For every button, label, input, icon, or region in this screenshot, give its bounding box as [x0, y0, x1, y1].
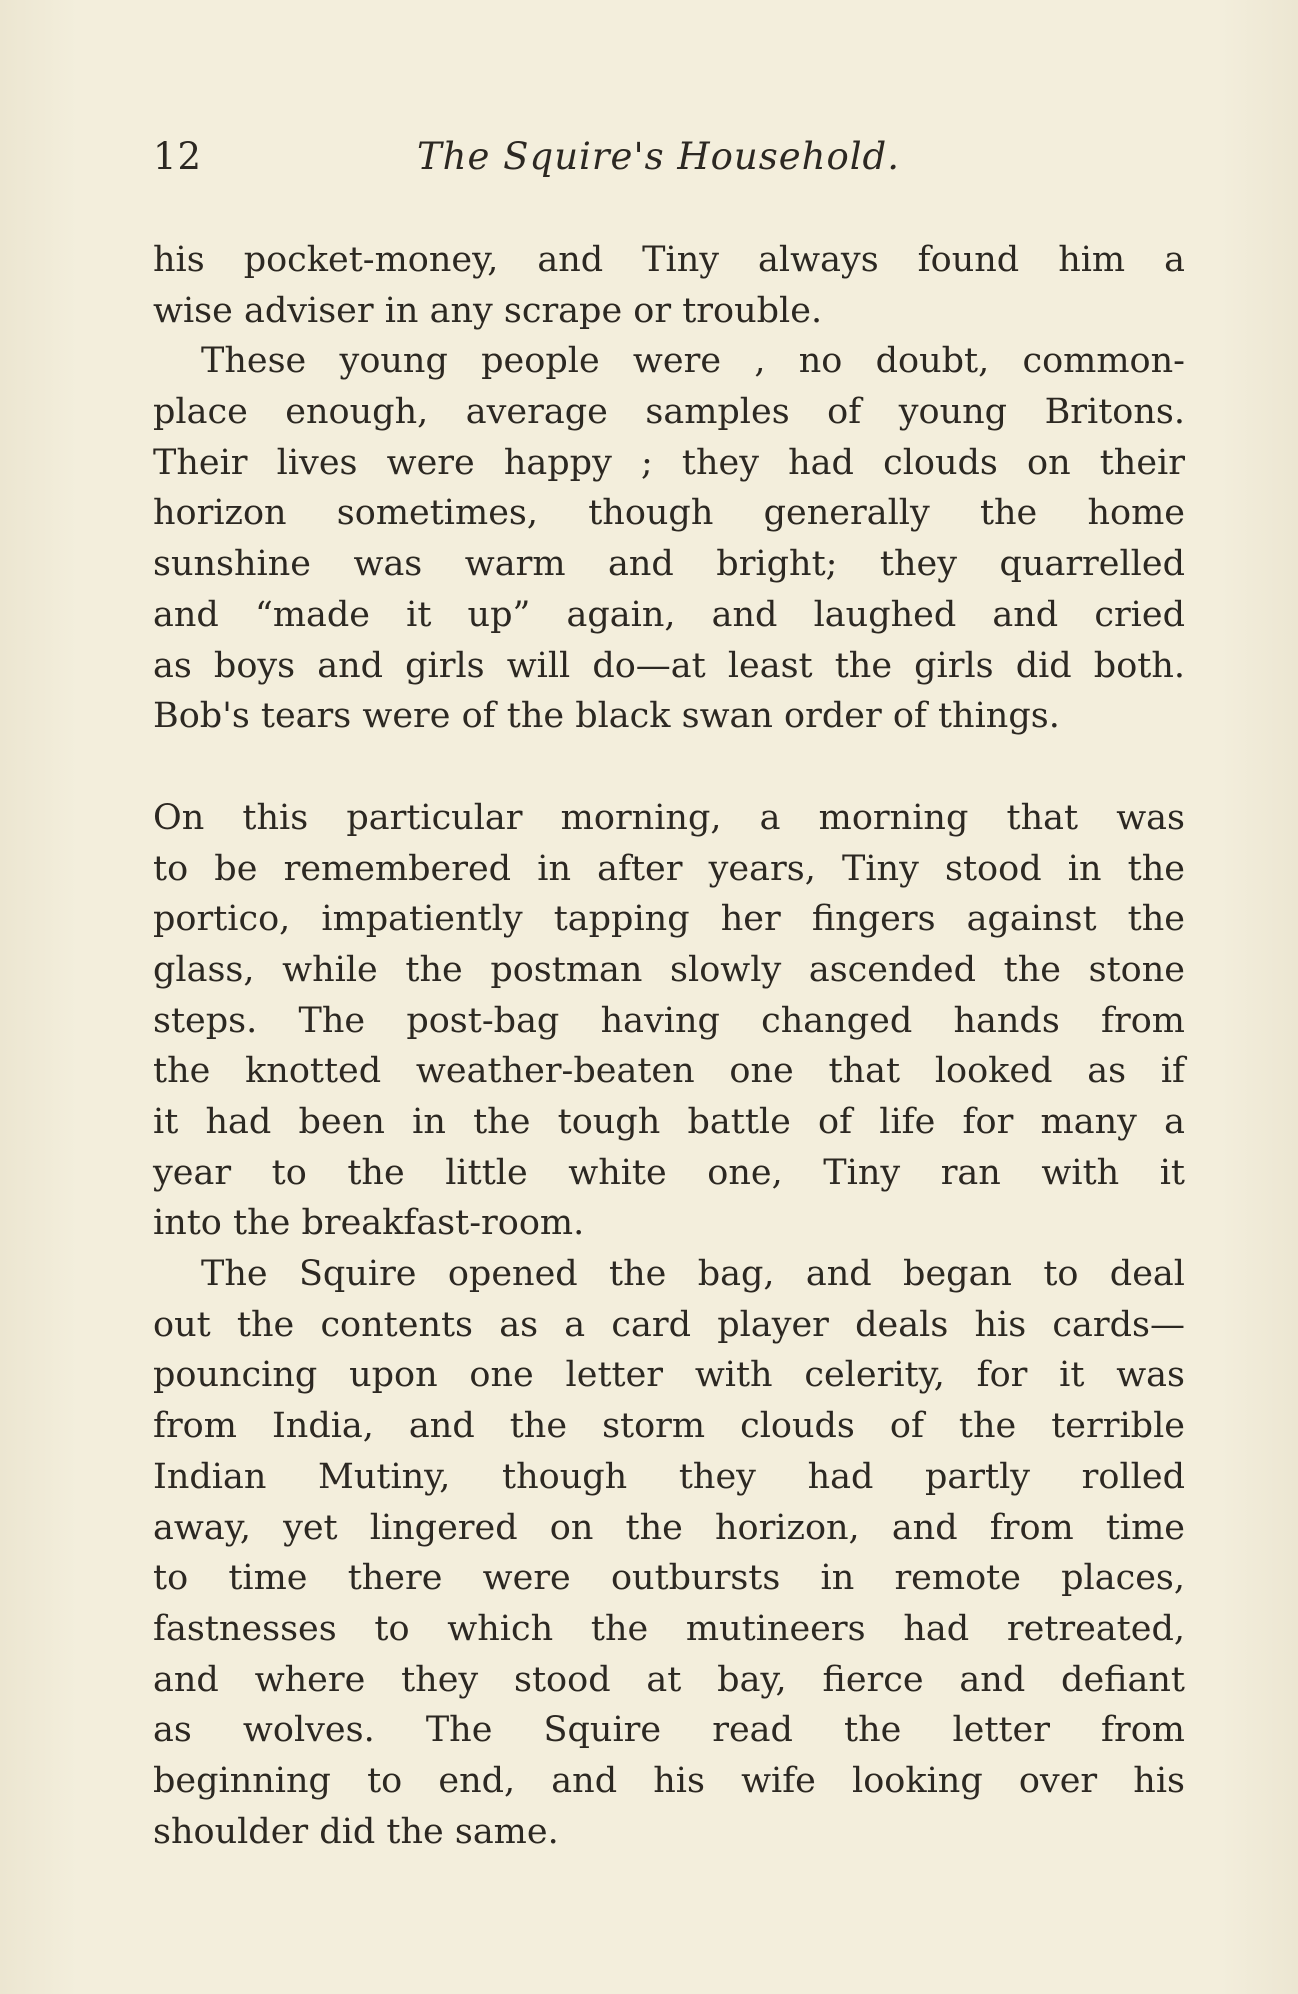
- text-line: Their lives were happy ; they had clouds on their: [153, 442, 1185, 483]
- text-line: to time there were outbursts in remote places,: [153, 1558, 1185, 1599]
- page-number: 12: [153, 135, 203, 178]
- text-line: out the contents as a card player deals his cards—: [153, 1304, 1185, 1345]
- text-line: his pocket-money, and Tiny always found him a: [153, 240, 1185, 280]
- text-line: wise adviser in any scrape or trouble.: [153, 290, 823, 331]
- text-line: Bob's tears were of the black swan order of things.: [153, 696, 1060, 737]
- text-line: sunshine was warm and bright; they quarrelled: [153, 544, 1185, 585]
- text-line: These young people were , no doubt, common-: [201, 341, 1185, 382]
- text-line: fastnesses to which the mutineers had retreated,: [153, 1608, 1185, 1649]
- text-line: away, yet lingered on the horizon, and from time: [153, 1507, 1185, 1548]
- text-line: into the breakfast-room.: [153, 1203, 585, 1244]
- text-line: pouncing upon one letter with celerity, for it was: [153, 1355, 1185, 1396]
- paragraph: [153, 336, 1185, 742]
- text-line: as boys and girls will do—at least the girls did both.: [153, 645, 1185, 686]
- body-text: [153, 235, 1185, 1857]
- text-line: place enough, average samples of young Britons.: [153, 392, 1185, 433]
- text-line: The Squire opened the bag, and began to deal: [201, 1254, 1185, 1295]
- text-line: and where they stood at bay, fierce and defiant: [153, 1659, 1185, 1700]
- running-head: [153, 135, 1173, 195]
- text-line: steps. The post-bag having changed hands from: [153, 1000, 1185, 1041]
- text-line: portico, impatiently tapping her fingers against the: [153, 899, 1185, 940]
- text-line: year to the little white one, Tiny ran with it: [153, 1152, 1185, 1193]
- text-line: Indian Mutiny, though they had partly rolled: [153, 1456, 1185, 1497]
- text-line: as wolves. The Squire read the letter from: [153, 1710, 1185, 1751]
- section-gap: [153, 742, 1185, 793]
- text-line: from India, and the storm clouds of the terrible: [153, 1406, 1185, 1447]
- paragraph: [153, 793, 1185, 1249]
- paragraph: [153, 235, 1185, 336]
- text-line: glass, while the postman slowly ascended the stone: [153, 949, 1185, 990]
- text-line: it had been in the tough battle of life for many a: [153, 1102, 1185, 1142]
- text-line: shoulder did the same.: [153, 1811, 559, 1852]
- text-line: to be remembered in after years, Tiny stood in the: [153, 848, 1185, 889]
- text-line: On this particular morning, a morning that was: [153, 797, 1185, 838]
- running-title: The Squire's Household.: [417, 135, 901, 178]
- text-line: the knotted weather-beaten one that looked as if: [153, 1051, 1185, 1092]
- text-line: horizon sometimes, though generally the home: [153, 493, 1185, 534]
- text-line: and “made it up” again, and laughed and cried: [153, 594, 1185, 635]
- paragraph: [153, 1249, 1185, 1857]
- text-line: beginning to end, and his wife looking over his: [153, 1760, 1185, 1801]
